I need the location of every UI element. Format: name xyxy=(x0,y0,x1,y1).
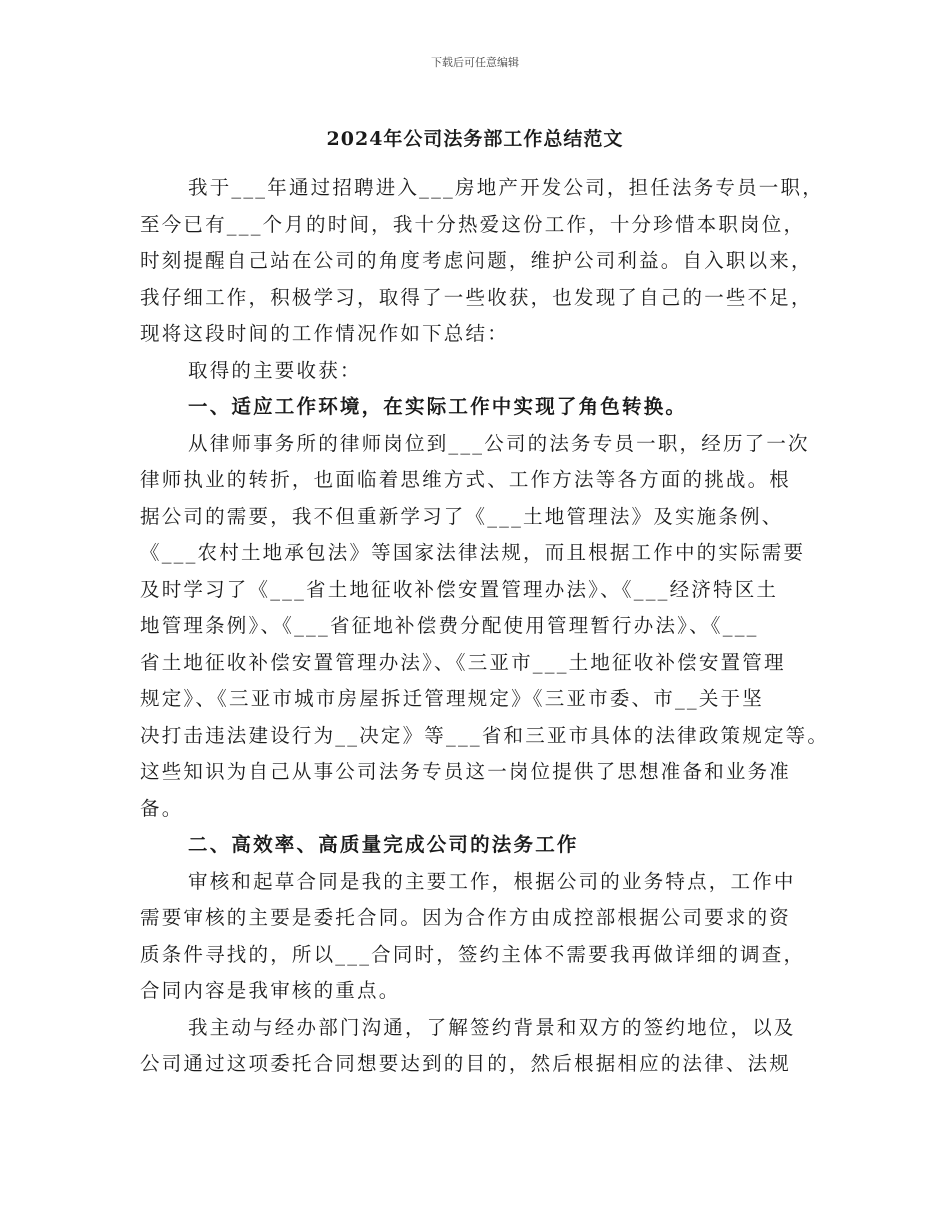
paragraph-line: 《___农村土地承包法》等国家法律法规，而且根据工作中的实际需要 xyxy=(140,541,806,564)
paragraph-line: 从律师事务所的律师岗位到___公司的法务专员一职，经历了一次 xyxy=(188,431,810,455)
paragraph-line: 这些知识为自己从事公司法务专员这一岗位提供了思想准备和业务准 xyxy=(140,760,792,783)
paragraph-line: 需要审核的主要是委托合同。因为合作方由成控部根据公司要求的资 xyxy=(140,906,792,929)
paragraph-line: 律师执业的转折，也面临着思维方式、工作方法等各方面的挑战。根 xyxy=(140,468,792,491)
paragraph-line: 我主动与经办部门沟通，了解签约背景和双方的签约地位，以及 xyxy=(188,1015,796,1039)
paragraph-line: 地管理条例》、《___省征地补偿费分配使用管理暂行办法》、《___ xyxy=(140,614,759,637)
header-note: 下载后可任意编辑 xyxy=(431,56,519,69)
paragraph-line: 备。 xyxy=(140,796,184,820)
paragraph-line: 规定》、《三亚市城市房屋拆迁管理规定》《三亚市委、市__关于坚 xyxy=(140,687,764,710)
document-body xyxy=(140,170,830,1083)
paragraph-line: 时刻提醒自己站在公司的角度考虑问题，维护公司利益。自入职以来， xyxy=(140,249,813,272)
paragraph-line: 及时学习了《___省土地征收补偿安置管理办法》、《___经济特区土 xyxy=(140,577,779,601)
paragraph-line: 质条件寻找的，所以___合同时，签约主体不需要我再做详细的调查， xyxy=(140,942,806,966)
paragraph-line: 合同内容是我审核的重点。 xyxy=(140,979,401,1002)
paragraph-line: 现将这段时间的工作情况作如下总结： xyxy=(140,322,509,345)
page-title: 2024年公司法务部工作总结范文 xyxy=(326,128,624,150)
paragraph-line: 我于___年通过招聘进入___房地产开发公司，担任法务专员一职， xyxy=(188,176,824,199)
paragraph-line: 至今已有___个月的时间，我十分热爱这份工作，十分珍惜本职岗位， xyxy=(140,212,806,236)
paragraph-line: 审核和起草合同是我的主要工作，根据公司的业务特点，工作中 xyxy=(188,869,796,893)
paragraph-line: 公司通过这项委托合同想要达到的目的，然后根据相应的法律、法规 xyxy=(140,1052,792,1075)
paragraph-line: 取得的主要收获： xyxy=(188,358,362,382)
paragraph-line: 决打击违法建设行为__决定》等___省和三亚市具体的法律政策规定等。 xyxy=(140,723,830,747)
section-heading: 二、高效率、高质量完成公司的法务工作 xyxy=(188,833,579,856)
paragraph-line: 我仔细工作，积极学习，取得了一些收获，也发现了自己的一些不足， xyxy=(140,285,813,309)
section-heading: 一、适应工作环境，在实际工作中实现了角色转换。 xyxy=(188,395,688,418)
paragraph-line: 省土地征收补偿安置管理办法》、《三亚市___土地征收补偿安置管理 xyxy=(140,650,786,674)
paragraph-line: 据公司的需要，我不但重新学习了《___土地管理法》及实施条例、 xyxy=(140,504,784,528)
